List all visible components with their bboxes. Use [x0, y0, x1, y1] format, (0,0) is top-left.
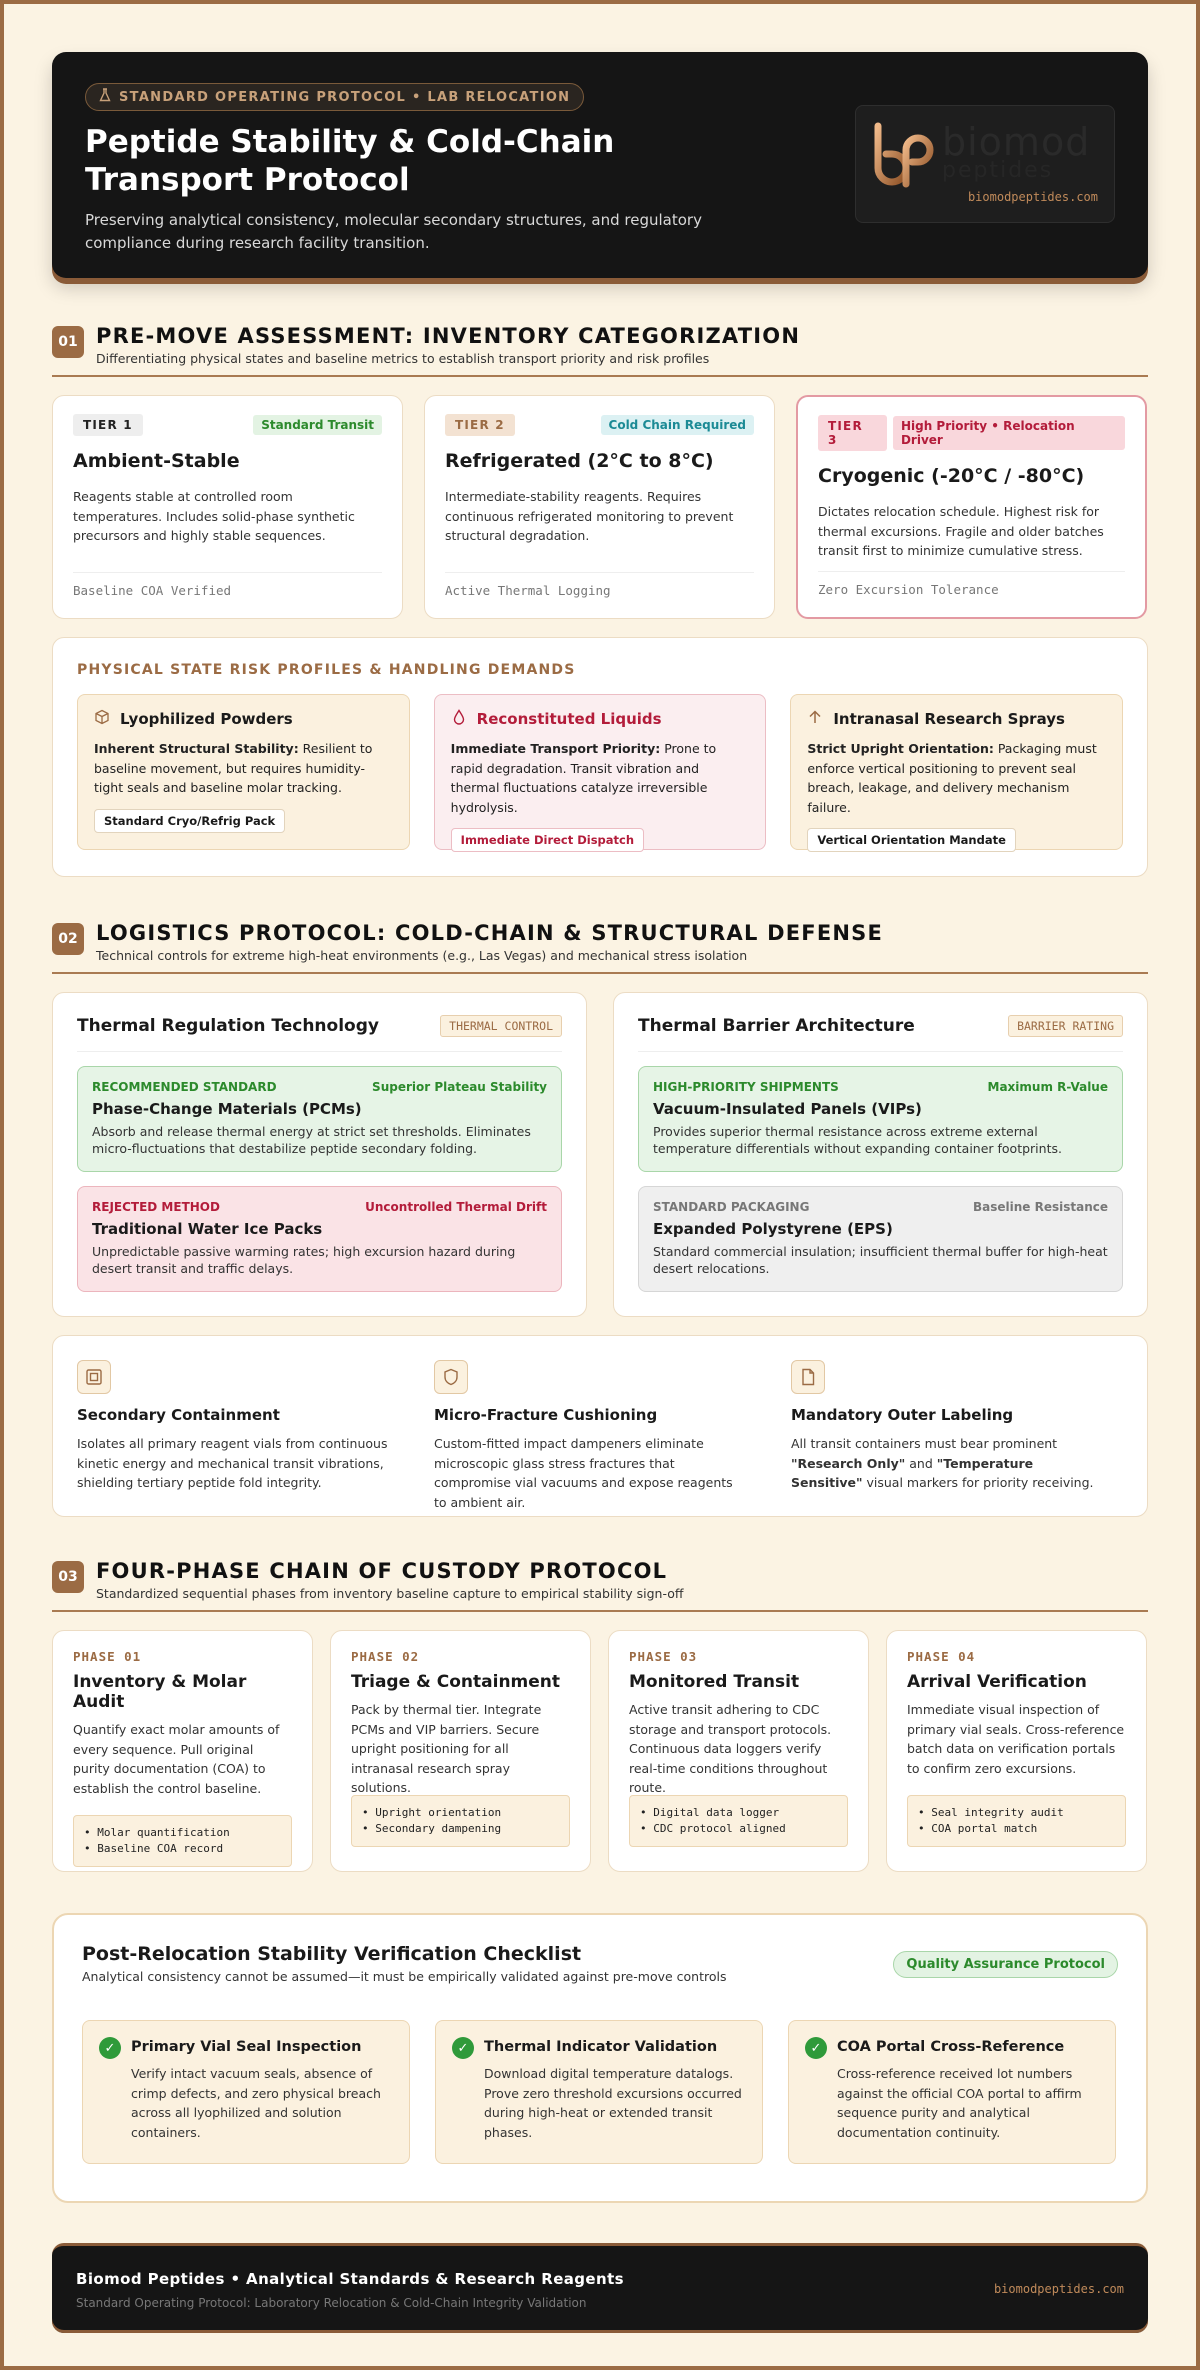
feature-title: Micro-Fracture Cushioning: [434, 1406, 658, 1424]
checklist-item-title: COA Portal Cross-Reference: [837, 2039, 1065, 2055]
page-content: [52, 52, 1148, 2333]
risk-box-chip: Vertical Orientation Mandate: [807, 828, 1016, 852]
feature-secondary-containment: [77, 1360, 390, 1492]
document-icon: [791, 1360, 825, 1394]
tier-card-2: [424, 395, 775, 619]
hero-header: [52, 52, 1148, 278]
risk-box-chip: Immediate Direct Dispatch: [451, 828, 644, 852]
list-item: • COA portal match: [918, 1822, 1038, 1835]
phase-text: Quantify exact molar amounts of every sequence. Pull original purity documentation (COA) to establish the control baseline.: [73, 1722, 280, 1796]
feature-text: Custom-fitted impact dampeners eliminate microscopic glass stress fractures that compromise vial vacuums and expose reagents to ambient air.: [434, 1436, 733, 1510]
footer-title: Biomod Peptides • Analytical Standards & Research Reagents: [76, 2270, 624, 2288]
risk-title: PHYSICAL STATE RISK PROFILES & HANDLING DEMANDS: [77, 662, 576, 678]
section-pre-move: [52, 324, 1148, 877]
phase-checklist: [907, 1795, 1126, 1847]
phase-card-1: [52, 1630, 313, 1872]
section-number: 02: [52, 923, 84, 955]
checklist-item-text: Verify intact vacuum seals, absence of crimp defects, and zero physical breach across all lyophilized and solution containers.: [131, 2066, 381, 2140]
phase-text: Immediate visual inspection of primary vial seals. Cross-reference batch data on verification portals to confirm zero excursions.: [907, 1702, 1125, 1776]
cube-icon: [94, 709, 110, 729]
footer-url[interactable]: biomodpeptides.com: [993, 2282, 1124, 2296]
tier-description: Reagents stable at controlled room temperatures. Includes solid-phase synthetic precursors and highly stable sequences.: [73, 489, 355, 543]
risk-box-lead: Inherent Structural Stability:: [94, 741, 299, 756]
phase-title: Inventory & Molar Audit: [73, 1672, 247, 1712]
logo-mark-icon: [870, 122, 936, 188]
tier-card-1: [52, 395, 403, 619]
checklist-item: [82, 2020, 410, 2164]
page-title: Peptide Stability & Cold-Chain Transport Protocol: [85, 124, 615, 198]
phase-number: PHASE 02: [351, 1649, 420, 1664]
tier-tag: TIER 2: [445, 414, 515, 436]
phase-title: Triage & Containment: [351, 1672, 561, 1692]
option-text: Absorb and release thermal energy at strict set thresholds. Eliminates micro-fluctuations that destabilize peptide secondary folding.: [92, 1124, 531, 1156]
shield-icon: [434, 1360, 468, 1394]
section-title: PRE-MOVE ASSESSMENT: INVENTORY CATEGORIZATION: [96, 324, 801, 348]
brand-logo: [855, 105, 1115, 223]
check-icon: ✓: [452, 2037, 474, 2059]
features-card: [52, 1335, 1148, 1517]
phase-checklist: [73, 1815, 292, 1867]
option-high-priority: [638, 1066, 1123, 1172]
tier-cards: [52, 395, 1148, 619]
panel-tag: THERMAL CONTROL: [440, 1015, 562, 1037]
section-heading: [52, 1559, 1148, 1612]
phase-checklist: [351, 1795, 570, 1847]
flask-icon: [99, 88, 111, 106]
option-title: Phase-Change Materials (PCMs): [92, 1100, 362, 1118]
phase-checklist: [629, 1795, 848, 1847]
checklist-item-text: Download digital temperature datalogs. Prove zero threshold excursions occurred during high-heat or extended transit phases.: [484, 2066, 742, 2140]
risk-box-title: Reconstituted Liquids: [476, 710, 662, 728]
check-icon: ✓: [805, 2037, 827, 2059]
option-note: Uncontrolled Thermal Drift: [365, 1200, 547, 1214]
feature-text: Isolates all primary reagent vials from continuous kinetic energy and mechanical transit vibrations, shielding tertiary peptide fold integrity.: [77, 1436, 388, 1490]
feature-outer-labeling: [791, 1360, 1104, 1492]
page-subtitle: Preserving analytical consistency, molecular secondary structures, and regulatory compliance during research facility transition.: [85, 211, 702, 252]
checklist-item-title: Thermal Indicator Validation: [484, 2039, 718, 2055]
tier-title: Refrigerated (2°C to 8°C): [445, 450, 714, 472]
logistics-panels: [52, 992, 1148, 1317]
option-label: STANDARD PACKAGING: [653, 1200, 810, 1214]
risk-box-title: Lyophilized Powders: [120, 710, 293, 728]
protocol-pill-label: STANDARD OPERATING PROTOCOL • LAB RELOCATION: [119, 89, 571, 105]
tier-card-3: [796, 395, 1147, 619]
page-footer: [52, 2243, 1148, 2333]
phase-number: PHASE 03: [629, 1649, 698, 1664]
tier-badge: Standard Transit: [253, 415, 382, 435]
checklist-subtitle: Analytical consistency cannot be assumed—it must be empirically validated against pre-move controls: [82, 1969, 727, 1984]
list-item: • Molar quantification: [84, 1826, 230, 1839]
check-icon: ✓: [99, 2037, 121, 2059]
option-title: Traditional Water Ice Packs: [92, 1220, 323, 1238]
panel-thermal-regulation: [52, 992, 587, 1317]
tier-description: Dictates relocation schedule. Highest risk for thermal excursions. Fragile and older batches transit first to minimize cumulative stress.: [818, 504, 1104, 558]
risk-box-text: Prone to rapid degradation. Transit vibration and thermal fluctuations catalyze irreversible hydrolysis.: [450, 741, 717, 815]
logo-wordmark-sub: peptides: [942, 158, 1054, 183]
checklist-item: [788, 2020, 1116, 2164]
phase-title: Arrival Verification: [907, 1672, 1087, 1692]
option-note: Baseline Resistance: [972, 1200, 1108, 1214]
risk-box-sprays: [790, 694, 1123, 850]
option-text: Provides superior thermal resistance across extreme external temperature differentials without expanding container footprints.: [653, 1124, 1062, 1156]
tier-title: Ambient-Stable: [73, 450, 240, 472]
tier-title: Cryogenic (-20°C / -80°C): [818, 465, 1085, 487]
panel-tag: BARRIER RATING: [1008, 1015, 1123, 1037]
checklist-title: Post-Relocation Stability Verification Checklist: [82, 1943, 582, 1965]
feature-text: All transit containers must bear prominent "Research Only" and "Temperature Sensitive" visual markers for priority receiving.: [791, 1436, 1094, 1490]
risk-profiles-card: [52, 637, 1148, 877]
tier-badge: Cold Chain Required: [601, 415, 754, 435]
panel-title: Thermal Barrier Architecture: [638, 1016, 915, 1036]
phase-card-2: [330, 1630, 591, 1872]
risk-box-title: Intranasal Research Sprays: [833, 710, 1065, 728]
panel-thermal-barrier: [613, 992, 1148, 1317]
feature-title: Secondary Containment: [77, 1406, 280, 1424]
option-text: Standard commercial insulation; insufficient thermal buffer for high-heat desert relocations.: [653, 1244, 1108, 1276]
droplet-icon: [451, 709, 467, 729]
phase-title: Monitored Transit: [629, 1672, 800, 1692]
tier-footer: Zero Excursion Tolerance: [818, 571, 1125, 597]
option-label: RECOMMENDED STANDARD: [92, 1080, 277, 1094]
section-logistics: [52, 921, 1148, 1517]
risk-box-powders: [77, 694, 410, 850]
verification-checklist: [52, 1913, 1148, 2203]
phase-text: Pack by thermal tier. Integrate PCMs and VIP barriers. Secure upright positioning for all intranasal research spray solutions.: [351, 1702, 542, 1795]
option-note: Maximum R-Value: [987, 1080, 1108, 1094]
checklist-item-title: Primary Vial Seal Inspection: [131, 2039, 362, 2055]
section-subtitle: Technical controls for extreme high-heat environments (e.g., Las Vegas) and mechanical stress isolation: [96, 948, 748, 963]
tier-footer: Baseline COA Verified: [73, 572, 382, 598]
risk-box-text: Resilient to baseline movement, but requires humidity-tight seals and baseline molar tracking.: [94, 741, 373, 795]
option-title: Expanded Polystyrene (EPS): [653, 1220, 893, 1238]
tier-description: Intermediate-stability reagents. Requires continuous refrigerated monitoring to prevent structural degradation.: [445, 489, 734, 543]
tier-tag: TIER 3: [818, 415, 887, 451]
list-item: • Digital data logger: [640, 1806, 780, 1819]
section-number: 01: [52, 326, 84, 358]
panel-title: Thermal Regulation Technology: [77, 1016, 379, 1036]
tier-footer: Active Thermal Logging: [445, 572, 754, 598]
section-subtitle: Standardized sequential phases from inventory baseline capture to empirical stability sign-off: [96, 1586, 684, 1601]
phase-card-4: [886, 1630, 1147, 1872]
list-item: • CDC protocol aligned: [640, 1822, 786, 1835]
phase-number: PHASE 01: [73, 1649, 142, 1664]
section-heading: [52, 324, 1148, 377]
phase-number: PHASE 04: [907, 1649, 976, 1664]
section-number: 03: [52, 1561, 84, 1593]
risk-box-liquids: [434, 694, 767, 850]
checklist-item-text: Cross-reference received lot numbers against the official COA portal to affirm sequence purity and analytical documentation continuity.: [837, 2066, 1082, 2140]
option-recommended: [77, 1066, 562, 1172]
checklist-item: [435, 2020, 763, 2164]
list-item: • Secondary dampening: [362, 1822, 502, 1835]
phase-text: Active transit adhering to CDC storage and transport protocols. Continuous data loggers verify real-time conditions throughout route.: [629, 1702, 832, 1795]
section-subtitle: Differentiating physical states and baseline metrics to establish transport priority and risk profiles: [96, 351, 710, 366]
risk-box-text: Packaging must enforce vertical positioning to prevent seal breach, leakage, and delivery mechanism failure.: [807, 741, 1097, 815]
option-text: Unpredictable passive warming rates; high excursion hazard during desert transit and traffic delays.: [92, 1244, 516, 1276]
section-chain-of-custody: [52, 1559, 1148, 1872]
option-label: REJECTED METHOD: [92, 1200, 220, 1214]
logo-wordmark: biomod: [942, 120, 1091, 164]
section-title: FOUR-PHASE CHAIN OF CUSTODY PROTOCOL: [96, 1559, 668, 1583]
risk-box-chip: Standard Cryo/Refrig Pack: [94, 809, 285, 833]
feature-title: Mandatory Outer Labeling: [791, 1406, 1014, 1424]
list-item: • Upright orientation: [362, 1806, 502, 1819]
tier-tag: TIER 1: [73, 414, 143, 436]
logo-url[interactable]: biomodpeptides.com: [967, 190, 1098, 204]
list-item: • Baseline COA record: [84, 1842, 224, 1855]
phase-card-3: [608, 1630, 869, 1872]
option-standard: [638, 1186, 1123, 1292]
box-icon: [77, 1360, 111, 1394]
option-title: Vacuum-Insulated Panels (VIPs): [653, 1100, 922, 1118]
arrow-up-icon: [807, 709, 823, 729]
option-label: HIGH-PRIORITY SHIPMENTS: [653, 1080, 839, 1094]
protocol-pill: [85, 83, 584, 111]
feature-micro-fracture: [434, 1360, 747, 1510]
risk-box-lead: Strict Upright Orientation:: [807, 741, 994, 756]
section-heading: [52, 921, 1148, 974]
tier-badge: High Priority • Relocation Driver: [893, 416, 1125, 450]
option-note: Superior Plateau Stability: [372, 1080, 547, 1094]
qa-badge: Quality Assurance Protocol: [893, 1951, 1118, 1978]
risk-box-lead: Immediate Transport Priority:: [450, 741, 661, 756]
footer-subtitle: Standard Operating Protocol: Laboratory Relocation & Cold-Chain Integrity Validation: [76, 2296, 587, 2310]
list-item: • Seal integrity audit: [918, 1806, 1064, 1819]
option-rejected: [77, 1186, 562, 1292]
section-title: LOGISTICS PROTOCOL: COLD-CHAIN & STRUCTURAL DEFENSE: [96, 921, 884, 945]
phase-cards: [52, 1630, 1148, 1872]
